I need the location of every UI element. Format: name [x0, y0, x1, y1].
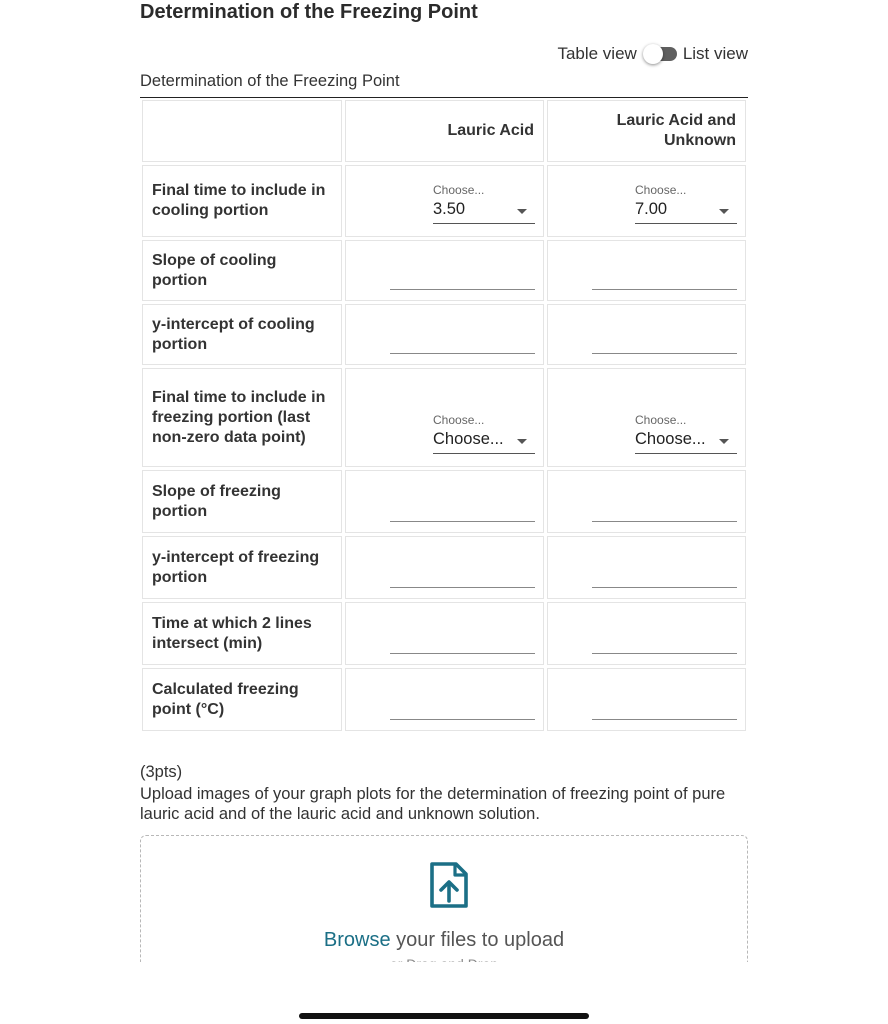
table-header-row: [140, 100, 748, 162]
table-cell: [345, 368, 544, 467]
table-cell: [345, 470, 544, 533]
browse-link[interactable]: Browse: [323, 929, 391, 951]
intercept-freezing-input-unknown[interactable]: [592, 587, 737, 588]
table-row: [140, 536, 748, 599]
home-indicator[interactable]: [299, 1013, 589, 1019]
row-label: Final time to include in freezing portion (last non-zero data point): [142, 368, 342, 467]
file-upload-icon: [428, 861, 470, 909]
slope-cooling-input-lauric[interactable]: [390, 289, 535, 290]
intercept-cooling-input-lauric[interactable]: [390, 353, 535, 354]
column-header-lauric-acid: Lauric Acid: [345, 100, 544, 162]
caret-down-icon: [517, 439, 527, 444]
slope-freezing-input-unknown[interactable]: [592, 521, 737, 522]
freezing-point-input-unknown[interactable]: [592, 719, 737, 720]
select-value: Choose...: [433, 430, 504, 448]
points-label: (3pts): [140, 763, 183, 781]
page-title: Determination of the Freezing Point: [140, 1, 478, 23]
select-value: 7.00: [635, 200, 668, 218]
row-label: Final time to include in cooling portion: [142, 165, 342, 237]
file-dropzone[interactable]: [140, 835, 748, 975]
row-label: y-intercept of cooling portion: [142, 304, 342, 365]
table-cell: [345, 602, 544, 665]
table-row: [140, 602, 748, 665]
table-cell: [345, 165, 544, 237]
table-cell: [547, 668, 746, 731]
table-cell: [345, 304, 544, 365]
view-toggle[interactable]: [557, 44, 748, 64]
slope-freezing-input-lauric[interactable]: [390, 521, 535, 522]
table-cell: [547, 240, 746, 301]
table-row: [140, 304, 748, 365]
select-value: Choose...: [635, 430, 706, 448]
table-view-label[interactable]: Table view: [557, 44, 637, 63]
table-cell: [345, 240, 544, 301]
row-label: y-intercept of freezing portion: [142, 536, 342, 599]
caret-down-icon: [719, 439, 729, 444]
table-row: [140, 470, 748, 533]
list-view-label[interactable]: List view: [682, 44, 748, 63]
intercept-freezing-input-lauric[interactable]: [390, 587, 535, 588]
table-row: [140, 240, 748, 301]
intercept-cooling-input-unknown[interactable]: [592, 353, 737, 354]
table-cell: [345, 536, 544, 599]
final-time-cooling-select-unknown[interactable]: [635, 178, 737, 224]
row-label: Slope of freezing portion: [142, 470, 342, 533]
row-label: Calculated freezing point (°C): [142, 668, 342, 731]
intersect-time-input-lauric[interactable]: [390, 653, 535, 654]
select-label: Choose...: [433, 183, 485, 197]
browse-text: [141, 929, 747, 952]
freezing-point-input-lauric[interactable]: [390, 719, 535, 720]
caret-down-icon: [719, 209, 729, 214]
table-cell: [547, 470, 746, 533]
slope-cooling-input-unknown[interactable]: [592, 289, 737, 290]
table-row: [140, 368, 748, 467]
final-time-freezing-select-lauric[interactable]: [433, 408, 535, 454]
table-cell: [547, 602, 746, 665]
table-row: [140, 165, 748, 237]
row-label: Time at which 2 lines intersect (min): [142, 602, 342, 665]
row-label: Slope of cooling portion: [142, 240, 342, 301]
select-label: Choose...: [433, 413, 485, 427]
table-cell: [547, 536, 746, 599]
upload-instructions: Upload images of your graph plots for the determination of freezing point of pure lauric acid and of the lauric acid and unknown solution.: [140, 785, 726, 823]
table-cell: [547, 165, 746, 237]
intersect-time-input-unknown[interactable]: [592, 653, 737, 654]
view-toggle-switch[interactable]: [643, 44, 677, 64]
table-row: [140, 668, 748, 731]
table-cell: [547, 368, 746, 467]
data-table: [140, 100, 748, 734]
final-time-cooling-select-lauric[interactable]: [433, 178, 535, 224]
table-caption: Determination of the Freezing Point: [140, 72, 748, 98]
table-cell: [547, 304, 746, 365]
caret-down-icon: [517, 209, 527, 214]
header-empty-cell: [142, 100, 342, 162]
table-cell: [345, 668, 544, 731]
select-label: Choose...: [635, 413, 687, 427]
final-time-freezing-select-unknown[interactable]: [635, 408, 737, 454]
toggle-thumb[interactable]: [643, 44, 663, 64]
select-label: Choose...: [635, 183, 687, 197]
browse-rest-text: your files to upload: [390, 929, 565, 951]
select-value: 3.50: [433, 200, 466, 218]
column-header-lauric-acid-unknown: Lauric Acid and Unknown: [547, 100, 746, 162]
